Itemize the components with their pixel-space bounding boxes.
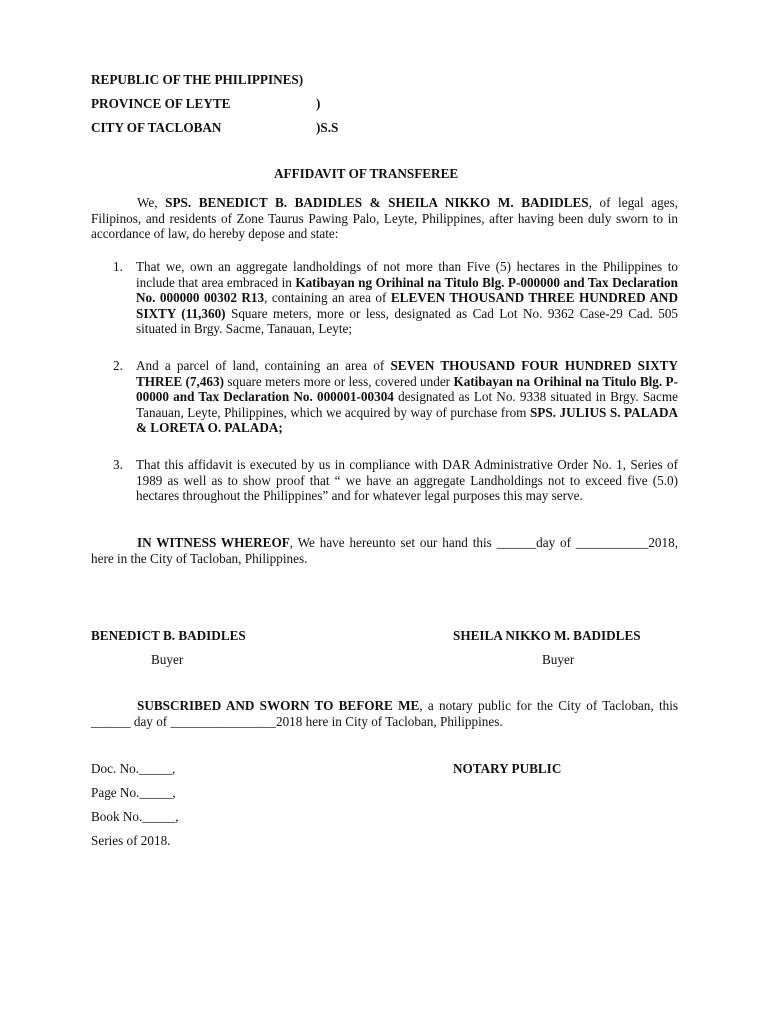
intro-paragraph [91,195,678,242]
item-1-t3: Square meters, more or less, designated as Cad Lot No. 9362 Case-29 Cad. 505 situated in Brgy. Sacme, Tanauan, Leyte; [136,305,679,337]
venue-republic: REPUBLIC OF THE PHILIPPINES) [91,72,304,87]
series: Series of 2018. [91,833,171,848]
item-2-title-ref: Katibayan na Orihinal na Titulo Blg. P-00000 and Tax Declaration No. 000001-00304 [136,373,678,405]
item-1-title-ref: Katibayan ng Orihinal na Titulo Blg. P-000000 and Tax Declaration No. 000000 00302 R13 [136,274,678,306]
signatory-1-name: BENEDICT B. BADIDLES [91,628,246,643]
intro-names: SPS. BENEDICT B. BADIDLES & SHEILA NIKKO M. BADIDLES [165,195,589,210]
notary-public-label: NOTARY PUBLIC [453,761,562,776]
item-1-t2: , containing an area of [264,290,391,306]
item-2-text [136,358,678,436]
subscribed-paragraph [91,698,678,729]
document-title: AFFIDAVIT OF TRANSFEREE [274,166,459,181]
venue-city-ss: )S.S [316,120,339,135]
doc-no: Doc. No._____, [91,761,176,776]
signatory-1-role: Buyer [151,652,184,667]
item-1-number: 1. [113,259,123,274]
item-1-t1: That we, own an aggregate landholdings of not more than Five (5) hectares in the Philippines to include that area embraced in [136,259,678,290]
subscribed-bold: SUBSCRIBED AND SWORN TO BEFORE ME [137,698,420,713]
witness-bold: IN WITNESS WHEREOF [137,535,290,550]
witness-paragraph [91,535,678,566]
item-2-t3: designated as Lot No. 9338 situated in Brgy. Sacme Tanauan, Leyte, Philippines, which we acquired by way of purchase from [136,389,678,420]
page-no: Page No._____, [91,785,176,800]
venue-province: PROVINCE OF LEYTE [91,96,231,111]
item-3-number: 3. [113,457,123,472]
item-2-sellers: SPS. JULIUS S. PALADA & LORETA O. PALADA; [136,404,678,436]
item-1-area: ELEVEN THOUSAND THREE HUNDRED AND SIXTY (11,360) [136,290,678,321]
item-2-t1: And a parcel of land, containing an area of [136,358,391,373]
witness-text: , We have hereunto set our hand this ______day of ___________2018, here in the City of Tacloban, Philippines. [91,535,679,566]
item-3-text: That this affidavit is executed by us in compliance with DAR Administrative Order No. 1, Series of 1989 as well as to show proof that “ we have an aggregate Landholdings not to exceed five (5.0) hectares throughout the Philippines” and for whatever legal purposes this may serve. [136,457,678,504]
venue-city: CITY OF TACLOBAN [91,120,222,135]
subscribed-text: , a notary public for the City of Tacloban, this ______ day of ________________2018 here in City of Tacloban, Philippines. [91,698,678,729]
intro-rest: , of legal ages, Filipinos, and residents of Zone Taurus Pawing Palo, Leyte, Philippines, after having been duly sworn to in accordance of law, do hereby depose and state: [91,195,678,242]
intro-we: We, [137,195,166,210]
item-2-number: 2. [113,358,123,373]
signatory-2-name: SHEILA NIKKO M. BADIDLES [453,628,641,643]
item-2-t2: square meters more or less, covered under [224,373,454,389]
book-no: Book No._____, [91,809,179,824]
venue-province-paren: ) [316,96,321,111]
signatory-2-role: Buyer [542,652,575,667]
item-2-area: SEVEN THOUSAND FOUR HUNDRED SIXTY THREE (7,463) [136,358,678,389]
item-1-text [136,259,678,337]
